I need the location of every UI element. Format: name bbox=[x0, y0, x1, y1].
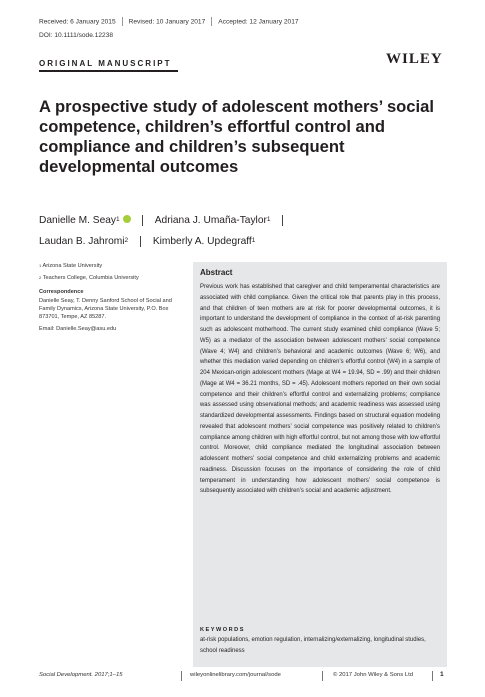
doi[interactable]: DOI: 10.1111/sode.12238 bbox=[39, 32, 114, 39]
footer-divider bbox=[181, 671, 182, 681]
divider bbox=[122, 17, 123, 26]
article-dates bbox=[39, 17, 299, 26]
author-name[interactable]: Adriana J. Umaña-Taylor bbox=[154, 215, 267, 226]
keywords-text: at-risk populations, emotion regulation, internalizing/externalizing, longitudinal studies, school readiness bbox=[200, 637, 426, 654]
received-date: Received: 6 January 2015 bbox=[39, 18, 116, 26]
keywords-heading: KEYWORDS bbox=[200, 627, 245, 633]
correspondence-heading: Correspondence bbox=[39, 289, 84, 296]
affiliation bbox=[39, 274, 179, 282]
author-divider bbox=[282, 215, 283, 226]
footer-url[interactable]: wileyonlinelibrary.com/journal/sode bbox=[190, 672, 281, 678]
accepted-date: Accepted: 12 January 2017 bbox=[218, 18, 299, 26]
abstract-heading: Abstract bbox=[200, 268, 233, 277]
orcid-icon[interactable] bbox=[123, 215, 131, 223]
correspondence-text: Danielle Seay, T. Denny Sanford School of Social and Family Dynamics, Arizona State University, P.O. Box 873701, Tempe, AZ 85287. bbox=[39, 297, 172, 321]
article-title: A prospective study of adolescent mothers’ social competence, children’s effortful control and compliance and children’s subsequent developmental outcomes bbox=[39, 97, 434, 176]
publisher-logo: WILEY bbox=[386, 51, 443, 67]
footer-journal: Social Development. 2017;1–15 bbox=[39, 672, 123, 678]
author-list bbox=[39, 210, 459, 252]
affiliation-number: 1 bbox=[39, 263, 42, 268]
affiliations-column bbox=[39, 262, 179, 337]
abstract-box bbox=[193, 262, 447, 667]
page-number: 1 bbox=[440, 671, 444, 678]
abstract-text: Previous work has established that caregiver and child temperamental characteristics are associated with child compliance. Given the critical role that parents play in this process, and that children of teen mothers are at risk for poorer developmental outcomes, it is important to understand the development of compliance in the context of at-risk parenting such as adolescent motherhood. The current study examined child compliance (Wave 5; W5) as a mediator of the association between adolescent mothers’ social competence (Wave 4; W4) and children’s behavioral and academic outcomes (Wave 6; W6), and whether this mediation varied depending on children’s effortful control (W4) in a sample of 204 Mexican-origin adolescent mothers (Mage at W4 = 19.94, SD = .99) and their children (Mage at W4 = 36.21 months, SD = .45). Adolescent mothers reported on their own social competence and their children’s effortful control and externalizing problems; compliance was assessed using observational methods; and academic readiness was assessed using standardized developmental assessments. Findings based on structural equation modeling revealed that adolescent mothers’ social competence was positively related to children’s compliance among children with high effortful control, but not among those with low effortful control. Moreover, child compliance mediated the longitudinal association between adolescent mothers’ social competence and child externalizing problems and academic readiness. Discussion focuses on the importance of considering the role of child temperament in understanding how adolescent mothers’ social competence is subsequently associated with children’s social and academic adjustment. bbox=[200, 284, 440, 495]
author-divider bbox=[140, 236, 141, 247]
author-divider bbox=[142, 215, 143, 226]
affiliation-text: Teachers College, Columbia University bbox=[42, 275, 139, 282]
author-affiliation-mark: 1 bbox=[251, 237, 256, 244]
affiliation bbox=[39, 262, 179, 270]
divider bbox=[211, 17, 212, 26]
footer-copyright: © 2017 John Wiley & Sons Ltd bbox=[333, 672, 413, 678]
footer-divider bbox=[432, 671, 433, 681]
author-affiliation-mark: 1 bbox=[266, 216, 271, 223]
footer-divider bbox=[322, 671, 323, 681]
affiliation-number: 2 bbox=[39, 275, 42, 281]
author-name[interactable]: Laudan B. Jahromi bbox=[39, 236, 125, 247]
affiliation-text: Arizona State University bbox=[42, 263, 103, 269]
section-rule bbox=[39, 70, 178, 72]
author-affiliation-mark: 1 bbox=[116, 216, 120, 223]
correspondence-email[interactable]: Email: Danielle.Seay@asu.edu bbox=[39, 326, 117, 333]
author-affiliation-mark: 2 bbox=[124, 237, 129, 244]
section-label: ORIGINAL MANUSCRIPT bbox=[39, 59, 172, 68]
revised-date: Revised: 10 January 2017 bbox=[128, 18, 206, 26]
author-name[interactable]: Kimberly A. Updegraff bbox=[152, 236, 252, 247]
author-name[interactable]: Danielle M. Seay bbox=[39, 215, 117, 226]
